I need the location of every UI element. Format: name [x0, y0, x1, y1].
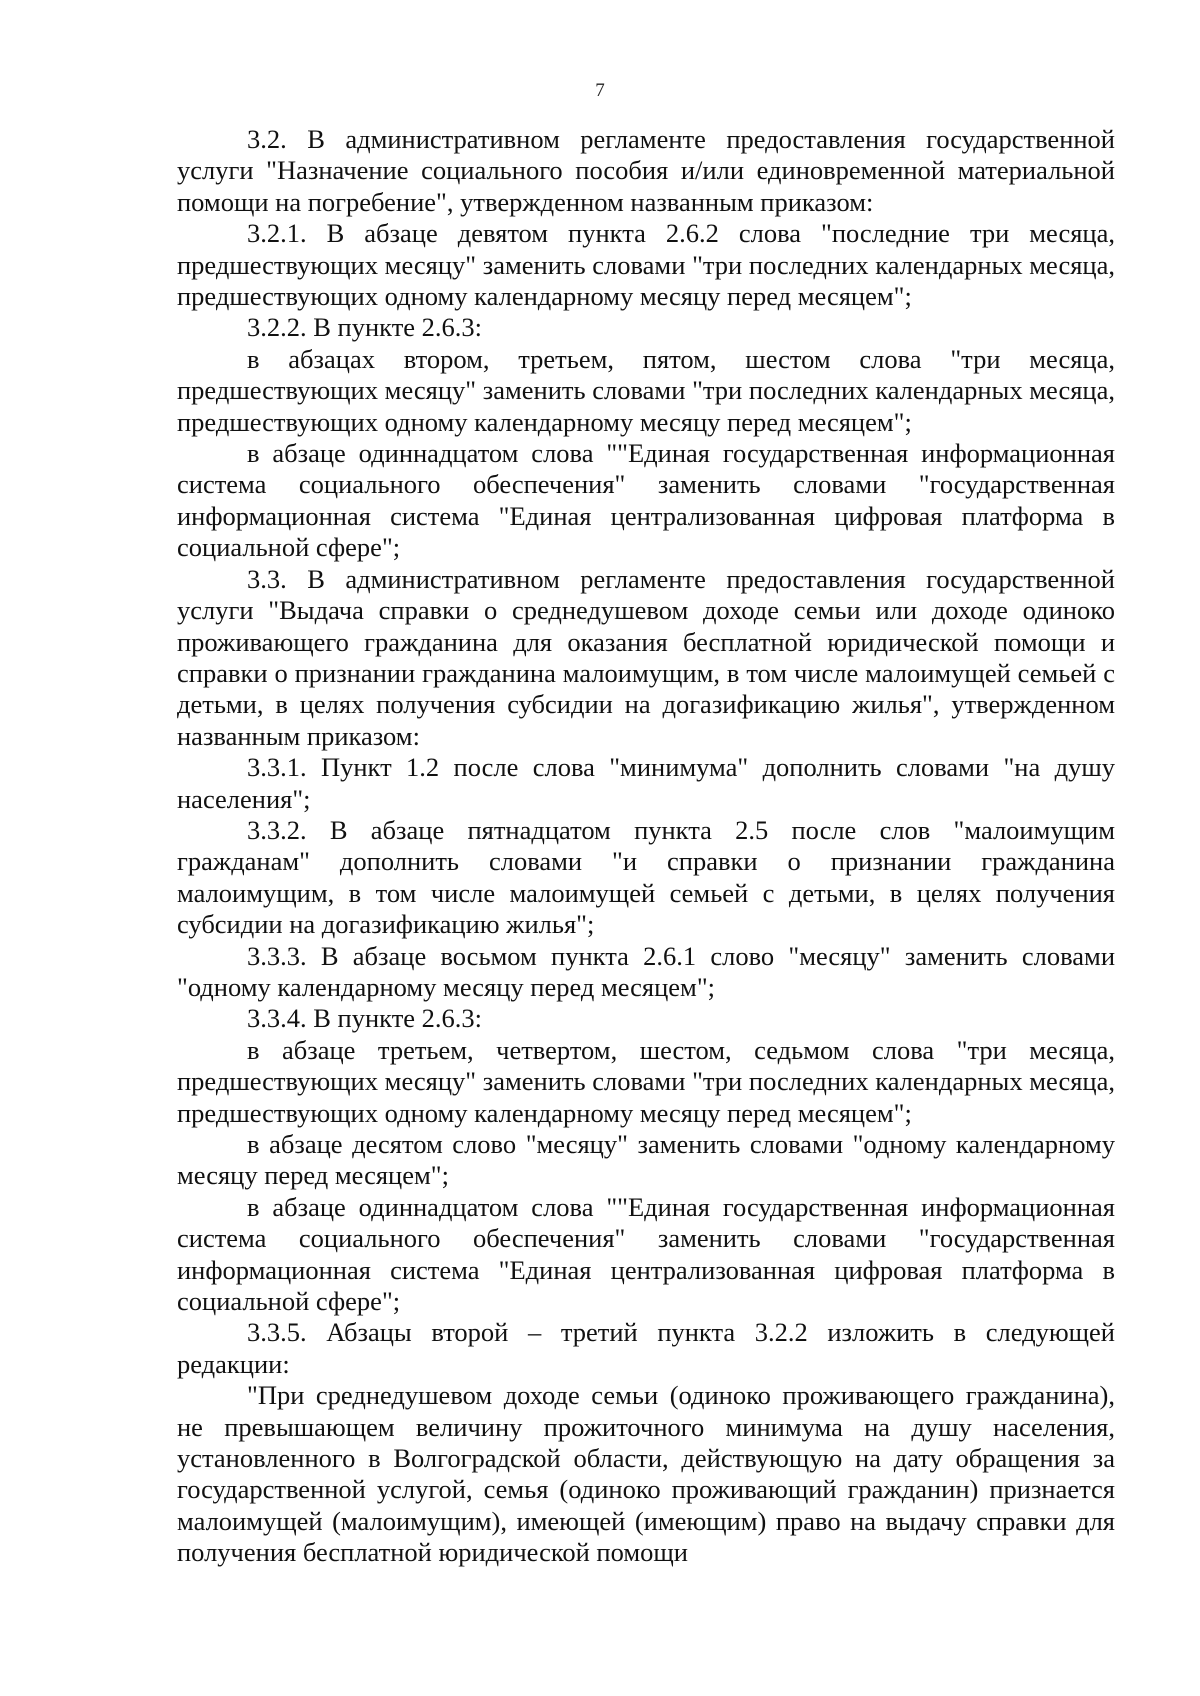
paragraph-3-3-4-item-2: в абзаце десятом слово "месяцу" заменить словами "одному календарному месяцу перед месяцем"; — [177, 1129, 1115, 1191]
paragraph-3-2-2-item-2: в абзаце одиннадцатом слова ""Единая государственная информационная система социального обеспечения" заменить словами "государственная информационная система "Единая централизованная цифровая платформа в социальной сфере"; — [177, 438, 1115, 563]
paragraph-3-3-1: 3.3.1. Пункт 1.2 после слова "минимума" дополнить словами "на душу населения"; — [177, 752, 1115, 814]
paragraph-quoted-text: "При среднедушевом доходе семьи (одиноко проживающего гражданина), не превышающем величину прожиточного минимума на душу населения, установленного в Волгоградской области, действующую на дату обращения за государственной услугой, семья (одиноко проживающий гражданин) признается малоимущей (малоимущим), имеющей (имеющим) право на выдачу справки для получения бесплатной юридической помощи — [177, 1380, 1115, 1568]
paragraph-3-2: 3.2. В административном регламенте предоставления государственной услуги "Назначение социального пособия и/или единовременной материальной помощи на погребение", утвержденном названным приказом: — [177, 124, 1115, 217]
paragraph-3-2-1: 3.2.1. В абзаце девятом пункта 2.6.2 слова "последние три месяца, предшествующих месяцу" заменить словами "три последних календарных месяца, предшествующих одному календарному месяцу перед месяцем"; — [177, 218, 1115, 312]
paragraph-3-3-5: 3.3.5. Абзацы второй – третий пункта 3.2.2 изложить в следующей редакции: — [177, 1317, 1115, 1379]
paragraph-3-3-4: 3.3.4. В пункте 2.6.3: — [247, 1003, 483, 1034]
paragraph-3-3-2: 3.3.2. В абзаце пятнадцатом пункта 2.5 после слов "малоимущим гражданам" дополнить словами "и справки о признании гражданина малоимущим, в том числе малоимущей семьей с детьми, в целях получения субсидии на догазификацию жилья"; — [177, 814, 1115, 940]
paragraph-3-3: 3.3. В административном регламенте предоставления государственной услуги "Выдача справки о среднедушевом доходе семьи или доходе одиноко проживающего гражданина для оказания бесплатной юридической помощи и справки о признании гражданина малоимущим, в том числе малоимущей семьей с детьми, в целях получения субсидии на догазификацию жилья", утвержденном названным приказом: — [177, 563, 1115, 751]
paragraph-3-3-3: 3.3.3. В абзаце восьмом пункта 2.6.1 слово "месяцу" заменить словами "одному календарному месяцу перед месяцем"; — [177, 940, 1115, 1002]
paragraph-3-2-2: 3.2.2. В пункте 2.6.3: — [247, 312, 483, 343]
paragraph-3-3-4-item-1: в абзаце третьем, четвертом, шестом, седьмом слова "три месяца, предшествующих месяцу" заменить словами "три последних календарных месяца, предшествующих одному календарному месяцу перед месяцем"; — [177, 1034, 1115, 1128]
paragraph-3-2-2-item-1: в абзацах втором, третьем, пятом, шестом слова "три месяца, предшествующих месяцу" заменить словами "три последних календарных месяца, предшествующих одному календарному месяцу перед месяцем"; — [177, 343, 1115, 437]
paragraph-3-3-4-item-3: в абзаце одиннадцатом слова ""Единая государственная информационная система социального обеспечения" заменить словами "государственная информационная система "Единая централизованная цифровая платформа в социальной сфере"; — [177, 1191, 1115, 1317]
document-body — [177, 124, 1115, 1569]
page-number: 7 — [595, 80, 605, 101]
